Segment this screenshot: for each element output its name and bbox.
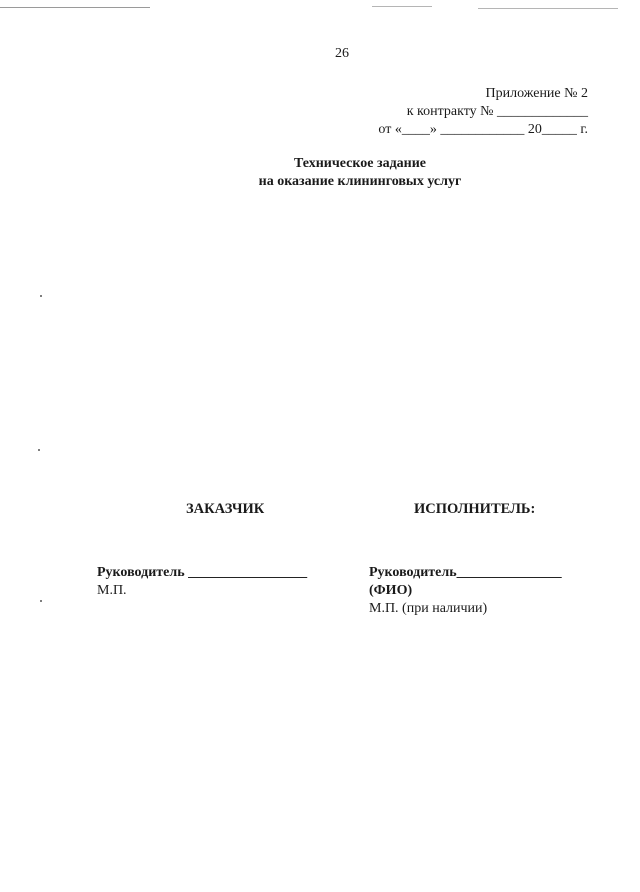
appendix-contract-line: к контракту № _____________ [406, 104, 588, 119]
contractor-heading: ИСПОЛНИТЕЛЬ: [414, 501, 536, 517]
scan-artifact-line [0, 7, 150, 8]
scan-artifact-dot [38, 449, 40, 451]
customer-heading: ЗАКАЗЧИК [186, 501, 265, 517]
scan-artifact-dot [40, 295, 42, 297]
customer-stamp: М.П. [97, 583, 127, 598]
contractor-name-placeholder: (ФИО) [369, 583, 413, 598]
appendix-title: Приложение № 2 [485, 86, 588, 101]
scan-artifact-dot [40, 600, 42, 602]
scan-artifact-line [478, 8, 618, 9]
scan-artifact-line [372, 6, 432, 7]
contractor-stamp: М.П. (при наличии) [369, 601, 488, 616]
appendix-date-line: от «____» ____________ 20_____ г. [378, 122, 588, 137]
customer-manager-line: Руководитель _________________ [97, 565, 308, 580]
page-number: 26 [335, 46, 349, 61]
document-title: Техническое задание [293, 156, 426, 171]
contractor-manager-line: Руководитель_______________ [369, 565, 562, 580]
document-subtitle: на оказание клининговых услуг [258, 174, 462, 189]
